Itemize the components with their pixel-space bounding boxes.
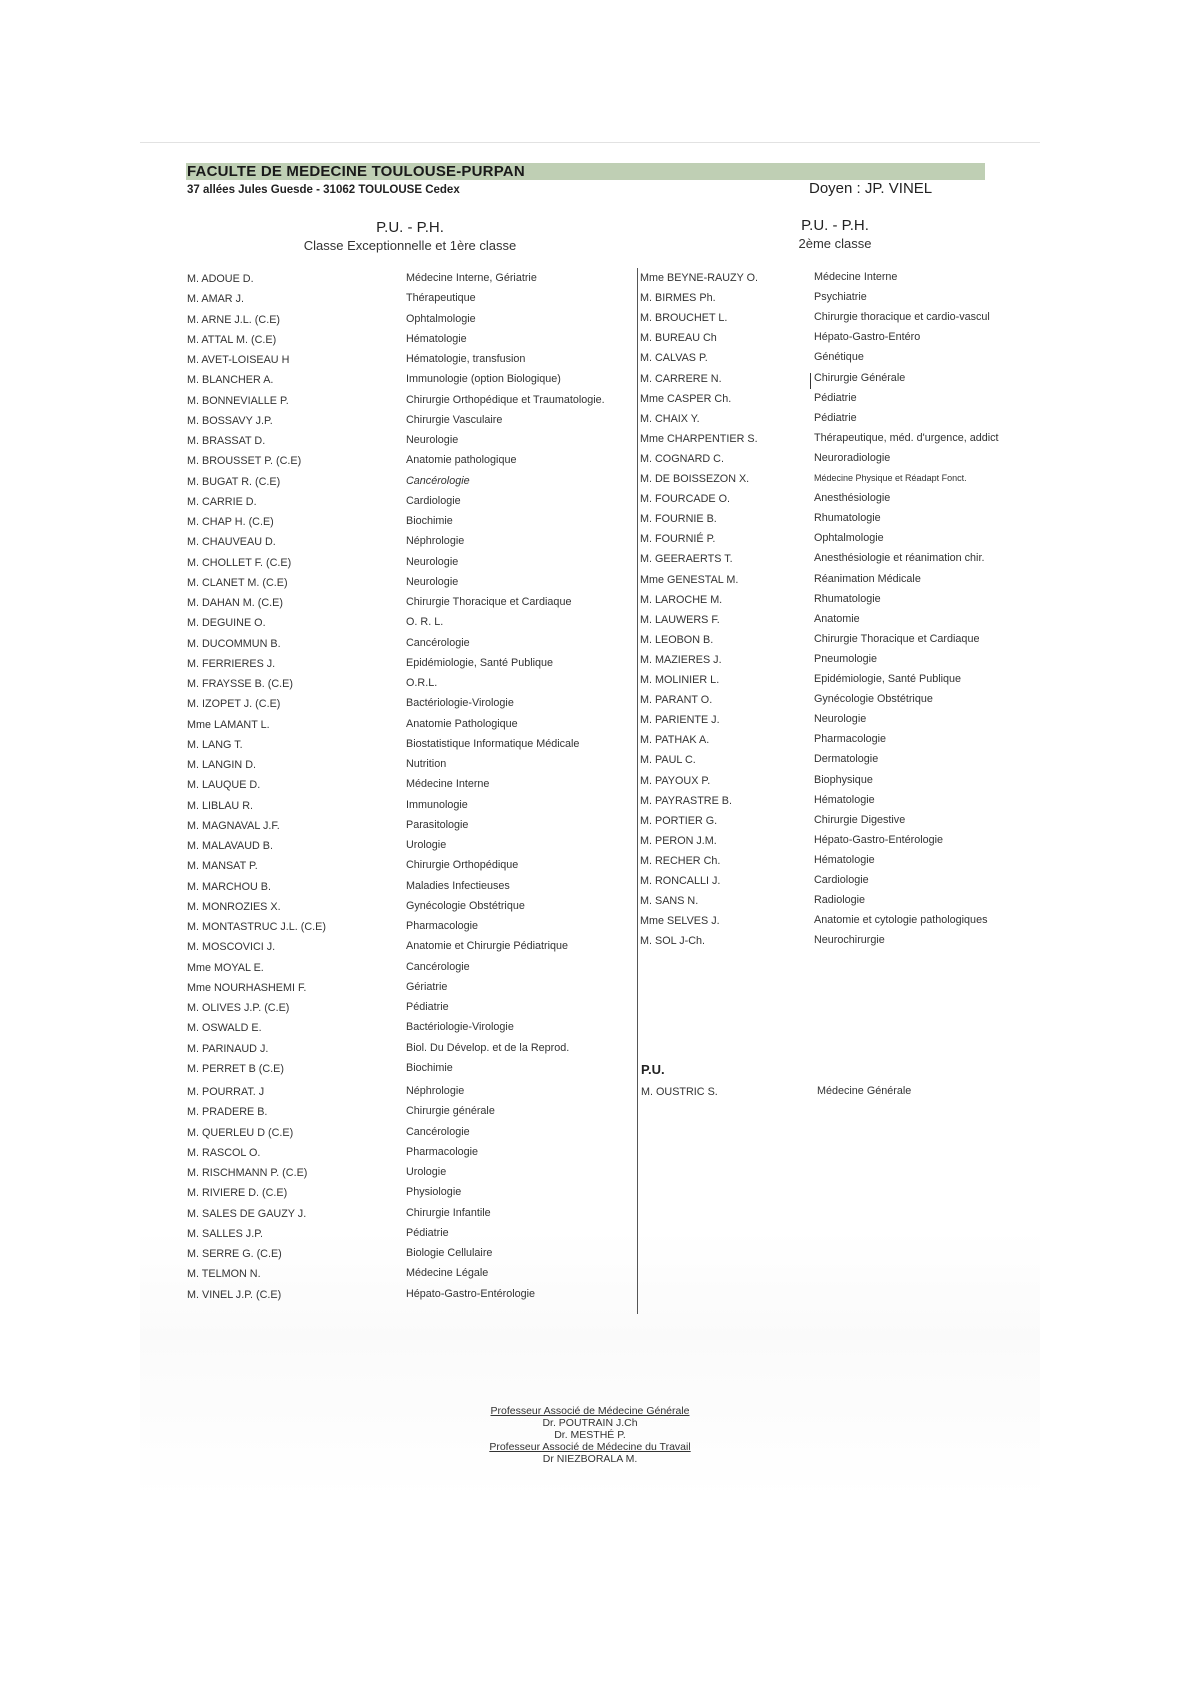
staff-name: M. MAGNAVAL J.F. bbox=[187, 819, 280, 832]
staff-specialty: Anatomie et Chirurgie Pédiatrique bbox=[406, 940, 569, 953]
staff-specialty: Gériatrie bbox=[406, 980, 448, 993]
staff-specialty: Psychiatrie bbox=[814, 291, 867, 304]
staff-name: M. RECHER Ch. bbox=[640, 854, 721, 867]
staff-name: M. DEGUINE O. bbox=[187, 617, 266, 630]
staff-name: Mme CASPER Ch. bbox=[640, 392, 732, 405]
staff-name: M. DE BOISSEZON X. bbox=[640, 473, 750, 485]
faculty-title: FACULTE DE MEDECINE TOULOUSE-PURPAN bbox=[187, 163, 525, 180]
staff-specialty: Médecine Interne bbox=[814, 271, 898, 283]
staff-name: M. RISCHMANN P. (C.E) bbox=[187, 1167, 308, 1179]
staff-name: M. IZOPET J. (C.E) bbox=[187, 698, 281, 711]
staff-specialty: Cardiologie bbox=[406, 494, 461, 507]
staff-name: M. MONROZIES X. bbox=[187, 900, 281, 913]
staff-specialty: Thérapeutique bbox=[406, 292, 476, 305]
staff-name: M. PAYOUX P. bbox=[640, 774, 711, 787]
staff-name: M. PAYRASTRE B. bbox=[640, 794, 732, 807]
staff-specialty: Hépato-Gastro-Entéro bbox=[814, 331, 921, 344]
staff-name: M. CHAUVEAU D. bbox=[187, 536, 276, 549]
staff-specialty: Physiologie bbox=[406, 1186, 462, 1199]
staff-specialty: Dermatologie bbox=[814, 753, 879, 766]
staff-specialty: Médecine Légale bbox=[406, 1267, 489, 1280]
staff-name: M. LANGIN D. bbox=[187, 759, 256, 771]
staff-name: M. PAUL C. bbox=[640, 754, 696, 767]
staff-name: M. BUGAT R. (C.E) bbox=[187, 475, 281, 488]
staff-specialty: Hépato-Gastro-Entérologie bbox=[406, 1287, 536, 1300]
faculty-address: 37 allées Jules Guesde - 31062 TOULOUSE Cedex bbox=[187, 184, 460, 196]
staff-specialty: Gynécologie Obstétrique bbox=[814, 693, 933, 706]
staff-specialty: Epidémiologie, Santé Publique bbox=[406, 656, 554, 669]
staff-name: M. DUCOMMUN B. bbox=[187, 637, 281, 650]
staff-name: M. MONTASTRUC J.L. (C.E) bbox=[187, 921, 326, 933]
staff-specialty: Chirurgie Orthopédique et Traumatologie. bbox=[406, 393, 605, 406]
staff-name: M. FRAYSSE B. (C.E) bbox=[187, 678, 293, 690]
staff-name: M. MOSCOVICI J. bbox=[187, 941, 276, 954]
footer-line-1: Professeur Associé de Médecine Générale bbox=[490, 1405, 690, 1417]
staff-name: M. CLANET M. (C.E) bbox=[187, 576, 288, 589]
staff-specialty: Nutrition bbox=[406, 758, 447, 770]
staff-name: Mme BEYNE-RAUZY O. bbox=[640, 272, 758, 284]
staff-specialty: Anatomie bbox=[814, 612, 860, 625]
staff-name: M. FOURNIÉ P. bbox=[640, 533, 716, 546]
staff-specialty: Neurologie bbox=[406, 434, 459, 446]
staff-specialty: Immunologie bbox=[406, 798, 468, 811]
staff-specialty: Pharmacologie bbox=[814, 733, 887, 746]
staff-specialty: Chirurgie Thoracique et Cardiaque bbox=[406, 596, 572, 608]
staff-name: M. OSWALD E. bbox=[187, 1022, 262, 1035]
staff-specialty: Médecine Interne bbox=[406, 778, 490, 791]
staff-specialty: Ophtalmologie bbox=[406, 312, 476, 325]
staff-name: M. FERRIERES J. bbox=[187, 657, 276, 670]
staff-name: M. BIRMES Ph. bbox=[640, 292, 716, 305]
staff-name: M. POURRAT. J bbox=[187, 1086, 265, 1098]
staff-specialty: Neurologie bbox=[406, 575, 459, 588]
staff-specialty: Médecine Générale bbox=[817, 1085, 912, 1097]
staff-name: M. SANS N. bbox=[640, 895, 699, 908]
staff-specialty: Chirurgie thoracique et cardio-vascul bbox=[814, 311, 990, 324]
left-heading: P.U. - P.H. bbox=[376, 219, 444, 236]
footer-line-2: Dr. POUTRAIN J.Ch bbox=[542, 1417, 638, 1429]
staff-specialty: O. R. L. bbox=[406, 616, 444, 629]
staff-name: M. LIBLAU R. bbox=[187, 799, 253, 812]
staff-specialty: Chirurgie Infantile bbox=[406, 1206, 491, 1219]
top-rule bbox=[140, 142, 1040, 143]
staff-specialty: Thérapeutique, méd. d'urgence, addict bbox=[814, 431, 999, 444]
staff-specialty: Chirurgie Thoracique et Cardiaque bbox=[814, 632, 980, 645]
staff-name: M. CHOLLET F. (C.E) bbox=[187, 556, 292, 569]
staff-name: M. CHAIX Y. bbox=[640, 412, 700, 425]
staff-specialty: Immunologie (option Biologique) bbox=[406, 373, 561, 386]
staff-specialty: Bactériologie-Virologie bbox=[406, 697, 514, 710]
staff-specialty: Biostatistique Informatique Médicale bbox=[406, 737, 580, 750]
staff-specialty: Pharmacologie bbox=[406, 920, 479, 932]
staff-name: M. RIVIERE D. (C.E) bbox=[187, 1187, 288, 1200]
staff-name: M. QUERLEU D (C.E) bbox=[187, 1126, 294, 1139]
margin-mark bbox=[810, 373, 811, 389]
staff-specialty: Parasitologie bbox=[406, 818, 469, 831]
staff-specialty: Chirurgie Orthopédique bbox=[406, 859, 519, 872]
staff-specialty: Pédiatrie bbox=[814, 411, 857, 424]
staff-name: M. MANSAT P. bbox=[187, 860, 258, 873]
staff-name: M. PARANT O. bbox=[640, 694, 713, 707]
staff-name: M. AVET-LOISEAU H bbox=[187, 354, 290, 366]
staff-specialty: Urologie bbox=[406, 839, 447, 851]
staff-name: M. SALLES J.P. bbox=[187, 1227, 264, 1240]
footer-line-4: Professeur Associé de Médecine du Travail bbox=[489, 1441, 691, 1453]
staff-specialty: Chirurgie Vasculaire bbox=[406, 413, 503, 426]
staff-name: M. OUSTRIC S. bbox=[641, 1086, 718, 1098]
staff-specialty: Biologie Cellulaire bbox=[406, 1247, 493, 1259]
staff-specialty: Epidémiologie, Santé Publique bbox=[814, 673, 962, 685]
staff-specialty: Cardiologie bbox=[814, 874, 869, 886]
right-subheading: 2ème classe bbox=[798, 236, 872, 251]
staff-name: M. MAZIERES J. bbox=[640, 653, 722, 666]
left-subheading: Classe Exceptionnelle et 1ère classe bbox=[303, 238, 517, 253]
staff-name: M. BLANCHER A. bbox=[187, 374, 274, 387]
staff-name: M. AMAR J. bbox=[187, 293, 244, 306]
staff-specialty: Pneumologie bbox=[814, 652, 878, 665]
staff-specialty: Néphrologie bbox=[406, 535, 465, 548]
staff-name: M. SALES DE GAUZY J. bbox=[187, 1207, 307, 1220]
staff-specialty: Neurologie bbox=[814, 713, 867, 726]
staff-specialty: Rhumatologie bbox=[814, 512, 881, 525]
staff-name: M. CHAP H. (C.E) bbox=[187, 516, 274, 528]
staff-specialty: Biol. Du Dévelop. et de la Reprod. bbox=[406, 1041, 570, 1054]
staff-specialty: Cancérologie bbox=[406, 960, 470, 973]
staff-name: Mme MOYAL E. bbox=[187, 961, 264, 974]
staff-specialty: Hématologie bbox=[814, 853, 875, 866]
staff-specialty: Pédiatrie bbox=[406, 1226, 449, 1239]
staff-specialty: Biophysique bbox=[814, 773, 873, 786]
staff-specialty: Cancérologie bbox=[406, 1125, 470, 1138]
staff-name: M. BROUCHET L. bbox=[640, 312, 728, 325]
staff-specialty: Hématologie bbox=[814, 793, 875, 806]
staff-specialty: Réanimation Médicale bbox=[814, 572, 921, 585]
staff-name: Mme GENESTAL M. bbox=[640, 573, 739, 586]
staff-name: M. TELMON N. bbox=[187, 1268, 261, 1281]
staff-name: Mme CHARPENTIER S. bbox=[640, 432, 758, 445]
staff-specialty: Génétique bbox=[814, 351, 864, 364]
staff-specialty: Anesthésiologie bbox=[814, 492, 891, 505]
staff-name: M. CARRERE N. bbox=[640, 372, 722, 385]
staff-specialty: Anatomie pathologique bbox=[406, 454, 517, 467]
staff-name: M. BUREAU Ch bbox=[640, 332, 717, 345]
staff-specialty: Maladies Infectieuses bbox=[406, 879, 510, 892]
staff-specialty: Bactériologie-Virologie bbox=[406, 1021, 514, 1034]
staff-specialty: Radiologie bbox=[814, 894, 866, 907]
staff-name: M. OLIVES J.P. (C.E) bbox=[187, 1002, 290, 1014]
staff-specialty: Rhumatologie bbox=[814, 592, 881, 605]
dean-label: Doyen : JP. VINEL bbox=[809, 180, 933, 197]
right-heading: P.U. - P.H. bbox=[801, 217, 869, 234]
staff-name: M. LAUWERS F. bbox=[640, 613, 720, 626]
staff-specialty: Médecine Interne, Gériatrie bbox=[406, 272, 537, 284]
staff-specialty: Pédiatrie bbox=[814, 391, 857, 404]
staff-specialty: Neurologie bbox=[406, 555, 459, 568]
staff-specialty: Biochimie bbox=[406, 515, 453, 527]
staff-specialty: Néphrologie bbox=[406, 1085, 465, 1097]
staff-specialty: Anesthésiologie et réanimation chir. bbox=[814, 552, 985, 565]
staff-name: M. FOURNIE B. bbox=[640, 513, 717, 526]
staff-name: Mme SELVES J. bbox=[640, 915, 720, 928]
staff-name: M. ATTAL M. (C.E) bbox=[187, 333, 277, 346]
staff-name: M. ADOUE D. bbox=[187, 273, 254, 285]
staff-specialty: Pharmacologie bbox=[406, 1145, 479, 1158]
staff-specialty: Anatomie et cytologie pathologiques bbox=[814, 914, 988, 927]
staff-specialty: Gynécologie Obstétrique bbox=[406, 899, 525, 912]
staff-specialty: Anatomie Pathologique bbox=[406, 717, 518, 730]
staff-specialty: Neurochirurgie bbox=[814, 934, 885, 947]
staff-name: M. BROUSSET P. (C.E) bbox=[187, 455, 302, 468]
staff-name: M. CALVAS P. bbox=[640, 352, 708, 365]
staff-name: M. CARRIE D. bbox=[187, 495, 257, 508]
staff-specialty: Chirurgie Digestive bbox=[814, 813, 906, 826]
staff-name: M. BRASSAT D. bbox=[187, 435, 266, 447]
staff-specialty: Cancérologie bbox=[406, 474, 470, 487]
staff-name: M. PERON J.M. bbox=[640, 834, 717, 847]
staff-specialty: Hématologie bbox=[406, 332, 467, 345]
staff-name: M. MALAVAUD B. bbox=[187, 840, 273, 852]
staff-name: M. MOLINIER L. bbox=[640, 674, 720, 686]
staff-name: M. LANG T. bbox=[187, 738, 243, 751]
staff-name: M. RASCOL O. bbox=[187, 1146, 261, 1159]
staff-name: M. SOL J-Ch. bbox=[640, 935, 705, 948]
staff-specialty: Neuroradiologie bbox=[814, 451, 891, 464]
footer-line-3: Dr. MESTHÉ P. bbox=[554, 1429, 626, 1441]
staff-name: M. MARCHOU B. bbox=[187, 880, 271, 893]
staff-name: M. LAUQUE D. bbox=[187, 779, 261, 792]
staff-name: M. BONNEVIALLE P. bbox=[187, 394, 289, 407]
staff-specialty: Cancérologie bbox=[406, 636, 470, 649]
staff-name: M. PORTIER G. bbox=[640, 814, 718, 827]
staff-name: Mme LAMANT L. bbox=[187, 718, 270, 731]
staff-name: M. DAHAN M. (C.E) bbox=[187, 597, 283, 609]
footer-line-5: Dr NIEZBORALA M. bbox=[542, 1453, 638, 1465]
staff-specialty: Médecine Physique et Réadapt Fonct. bbox=[814, 473, 967, 483]
staff-name: M. COGNARD C. bbox=[640, 452, 724, 465]
staff-name: M. VINEL J.P. (C.E) bbox=[187, 1288, 282, 1301]
staff-name: M. LEOBON B. bbox=[640, 633, 714, 646]
staff-specialty: Biochimie bbox=[406, 1061, 453, 1074]
staff-name: M. RONCALLI J. bbox=[640, 875, 721, 887]
staff-name: M. PERRET B (C.E) bbox=[187, 1062, 284, 1075]
staff-name: M. SERRE G. (C.E) bbox=[187, 1248, 282, 1260]
staff-name: M. PATHAK A. bbox=[640, 734, 710, 747]
staff-name: Mme NOURHASHEMI F. bbox=[187, 981, 307, 994]
staff-specialty: Ophtalmologie bbox=[814, 532, 884, 545]
staff-name: M. BOSSAVY J.P. bbox=[187, 414, 273, 427]
staff-name: M. ARNE J.L. (C.E) bbox=[187, 313, 280, 326]
column-divider bbox=[637, 268, 638, 1314]
staff-name: M. PARIENTE J. bbox=[640, 714, 720, 727]
staff-name: M. LAROCHE M. bbox=[640, 593, 723, 606]
staff-name: M. PRADERE B. bbox=[187, 1106, 268, 1119]
staff-name: M. GEERAERTS T. bbox=[640, 553, 733, 566]
staff-specialty: O.R.L. bbox=[406, 677, 438, 689]
pu-heading: P.U. bbox=[641, 1062, 665, 1077]
staff-specialty: Chirurgie Générale bbox=[814, 371, 906, 384]
staff-specialty: Urologie bbox=[406, 1166, 447, 1178]
staff-specialty: Hépato-Gastro-Entérologie bbox=[814, 833, 944, 846]
staff-specialty: Chirurgie générale bbox=[406, 1105, 495, 1118]
staff-name: M. PARINAUD J. bbox=[187, 1042, 269, 1055]
staff-specialty: Hématologie, transfusion bbox=[406, 353, 526, 365]
staff-name: M. FOURCADE O. bbox=[640, 493, 730, 506]
staff-specialty: Pédiatrie bbox=[406, 1001, 449, 1013]
